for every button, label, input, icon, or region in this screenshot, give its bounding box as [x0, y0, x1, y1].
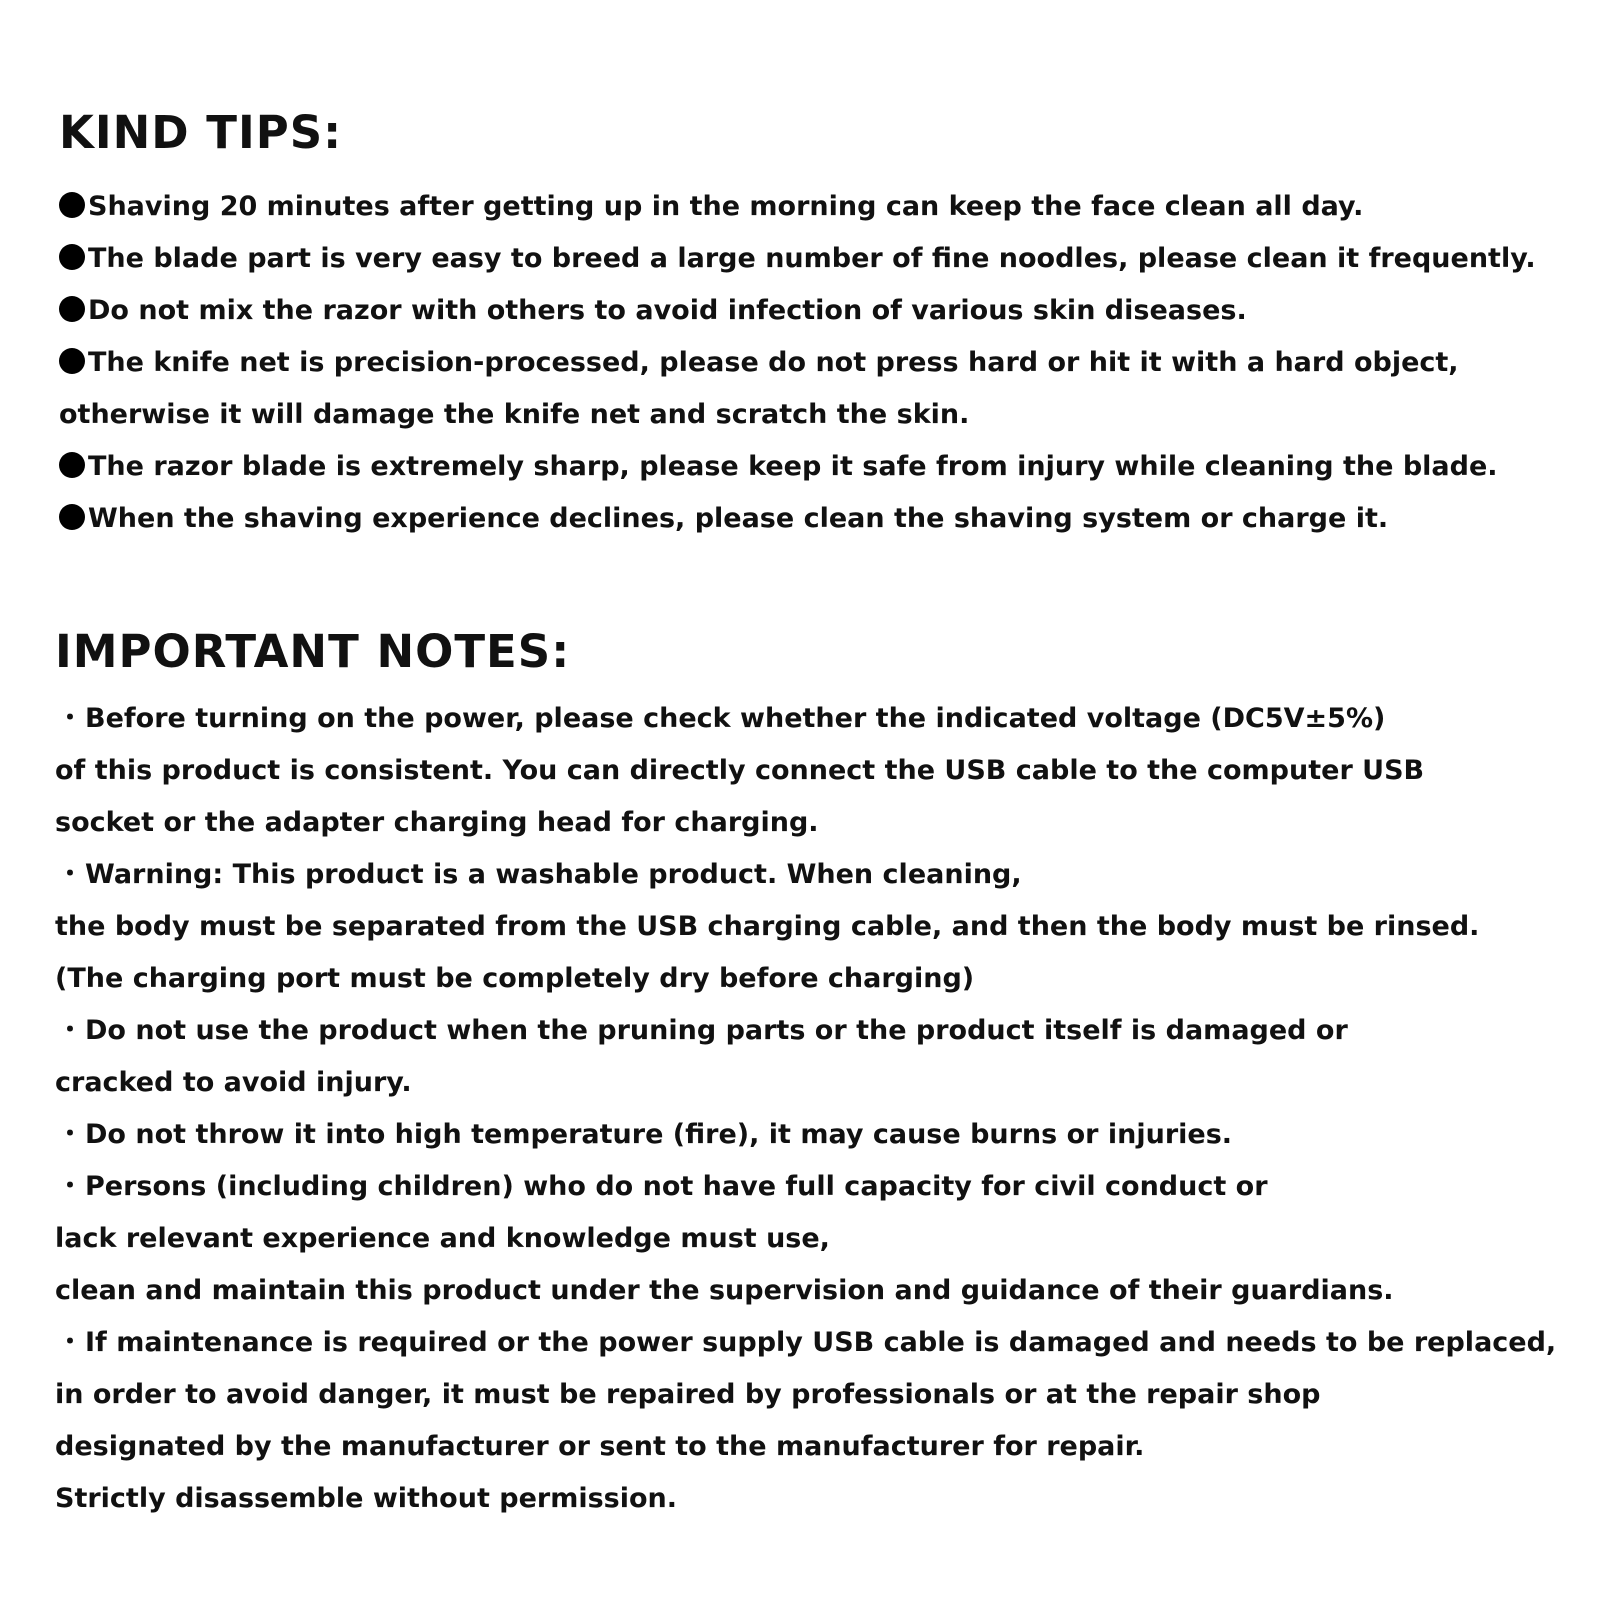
note-text-continued: designated by the manufacturer or sent to the manufacturer for repair. [55, 1431, 1145, 1462]
note-item [55, 1171, 1268, 1203]
tip-text: The blade part is very easy to breed a large number of fine noodles, please clean it frequently. [88, 243, 1536, 274]
note-text-continued: of this product is consistent. You can directly connect the USB cable to the computer USB [55, 755, 1425, 786]
note-item [55, 1327, 1556, 1359]
bullet-dot-icon [59, 452, 85, 478]
tip-item [59, 191, 1363, 223]
kind-tips-heading: KIND TIPS: [59, 106, 343, 159]
tip-text: Shaving 20 minutes after getting up in the morning can keep the face clean all day. [88, 191, 1364, 222]
note-text-continued: in order to avoid danger, it must be repaired by professionals or at the repair shop [55, 1379, 1321, 1410]
tip-text-continued: otherwise it will damage the knife net and scratch the skin. [59, 399, 970, 430]
note-text: Do not use the product when the pruning parts or the product itself is damaged or [85, 1015, 1348, 1046]
tip-item [59, 243, 1536, 275]
note-item [55, 859, 1022, 891]
note-text: Warning: This product is a washable product. When cleaning, [85, 859, 1022, 890]
note-text: Persons (including children) who do not have full capacity for civil conduct or [85, 1171, 1268, 1202]
note-text-continued: cracked to avoid injury. [55, 1067, 412, 1098]
tip-item [59, 347, 1459, 379]
bullet-mid-dot-icon: ・ [56, 1119, 84, 1150]
bullet-dot-icon [59, 348, 85, 374]
bullet-mid-dot-icon: ・ [56, 703, 84, 734]
important-notes-heading: IMPORTANT NOTES: [55, 625, 571, 678]
tip-text: The knife net is precision-processed, please do not press hard or hit it with a hard object, [88, 347, 1459, 378]
bullet-mid-dot-icon: ・ [56, 1015, 84, 1046]
note-text-continued: (The charging port must be completely dry before charging) [55, 963, 975, 994]
note-item [55, 703, 1385, 735]
bullet-mid-dot-icon: ・ [56, 1327, 84, 1358]
bullet-dot-icon [59, 504, 85, 530]
note-text-continued: socket or the adapter charging head for charging. [55, 807, 819, 838]
note-text-continued: lack relevant experience and knowledge must use, [55, 1223, 830, 1254]
note-item [55, 1119, 1232, 1151]
note-text: Before turning on the power, please check whether the indicated voltage (DC5V±5%) [85, 703, 1386, 734]
note-text: If maintenance is required or the power supply USB cable is damaged and needs to be replaced, [85, 1327, 1557, 1358]
bullet-dot-icon [59, 244, 85, 270]
bullet-mid-dot-icon: ・ [56, 859, 84, 890]
note-text: Do not throw it into high temperature (fire), it may cause burns or injuries. [85, 1119, 1233, 1150]
tip-text: When the shaving experience declines, please clean the shaving system or charge it. [88, 503, 1389, 534]
tip-item [59, 451, 1498, 483]
bullet-dot-icon [59, 296, 85, 322]
tip-item [59, 295, 1247, 327]
tip-text: The razor blade is extremely sharp, please keep it safe from injury while cleaning the blade. [88, 451, 1498, 482]
tip-item [59, 503, 1388, 535]
bullet-dot-icon [59, 192, 85, 218]
note-text-continued: the body must be separated from the USB charging cable, and then the body must be rinsed. [55, 911, 1480, 942]
bullet-mid-dot-icon: ・ [56, 1171, 84, 1202]
note-text-continued: clean and maintain this product under the supervision and guidance of their guardians. [55, 1275, 1394, 1306]
note-item [55, 1015, 1348, 1047]
note-text-continued: Strictly disassemble without permission. [55, 1483, 678, 1514]
tip-text: Do not mix the razor with others to avoid infection of various skin diseases. [88, 295, 1247, 326]
